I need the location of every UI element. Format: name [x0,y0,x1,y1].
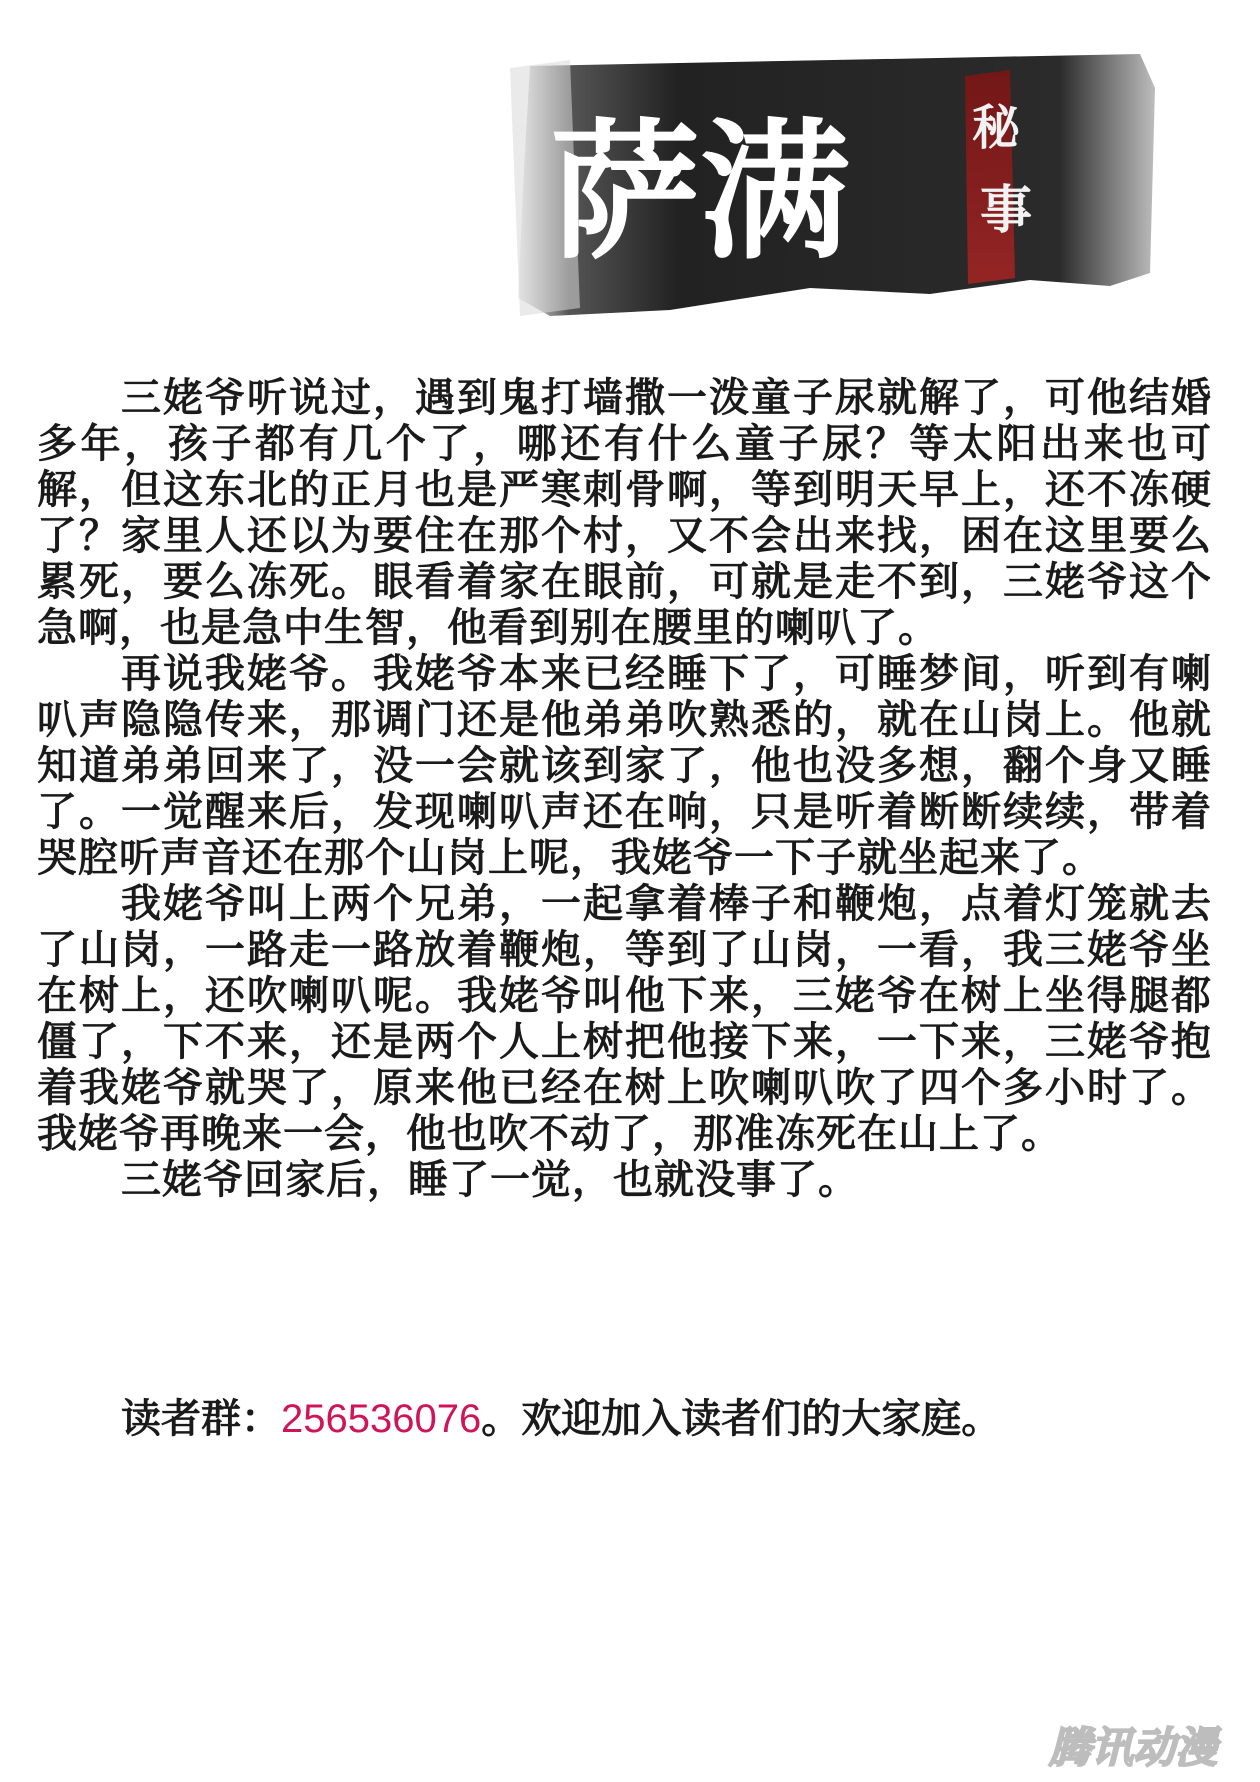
calligraphy-title [550,104,850,280]
paragraph-1: 三姥爷听说过，遇到鬼打墙撒一泼童子尿就解了，可他结婚多年，孩子都有几个了，哪还有什么童子尿？等太阳出来也可解，但这东北的正月也是严寒刺骨啊，等到明天早上，还不冻硬了？家里人还以为要住在那个村，又不会出来找，困在这里要么累死，要么冻死。眼看着家在眼前，可就是走不到，三姥爷这个急啊，也是急中生智，他看到别在腰里的喇叭了。 [37,375,1212,651]
reader-group-number: 256536076 [281,1397,482,1441]
tencent-comic-watermark [1045,1716,1245,1774]
subtitle-char-2: 事 [980,180,1033,241]
svg-text:腾讯动漫: 腾讯动漫 [1049,1723,1218,1772]
title-banner [510,48,1160,323]
reader-group-notice [121,1396,1001,1442]
ink-brush-logo [510,48,1160,323]
subtitle-char-1: 秘 [972,100,1021,156]
story-body [37,375,1212,1203]
paragraph-2: 再说我姥爷。我姥爷本来已经睡下了，可睡梦间，听到有喇叭声隐隐传来，那调门还是他弟弟吹熟悉的，就在山岗上。他就知道弟弟回来了，没一会就该到家了，他也没多想，翻个身又睡了。一觉醒来后，发现喇叭声还在响，只是听着断断续续，带着哭腔听声音还在那个山岗上呢，我姥爷一下子就坐起来了。 [37,651,1212,881]
svg-text:萨满: 萨满 [550,104,851,280]
reader-group-suffix: 。欢迎加入读者们的大家庭。 [481,1396,1002,1442]
paragraph-4: 三姥爷回家后，睡了一觉，也就没事了。 [121,1157,859,1203]
watermark-logo [1045,1716,1245,1774]
paragraph-3: 我姥爷叫上两个兄弟，一起拿着棒子和鞭炮，点着灯笼就去了山岗，一路走一路放着鞭炮，等到了山岗，一看，我三姥爷坐在树上，还吹喇叭呢。我姥爷叫他下来，三姥爷在树上坐得腿都僵了，下不来，还是两个人上树把他接下来，一下来，三姥爷抱着我姥爷就哭了，原来他已经在树上吹喇叭吹了四个多小时了。我姥爷再晚来一会，他也吹不动了，那准冻死在山上了。 [37,881,1212,1157]
reader-group-label: 读者群： [121,1396,281,1442]
